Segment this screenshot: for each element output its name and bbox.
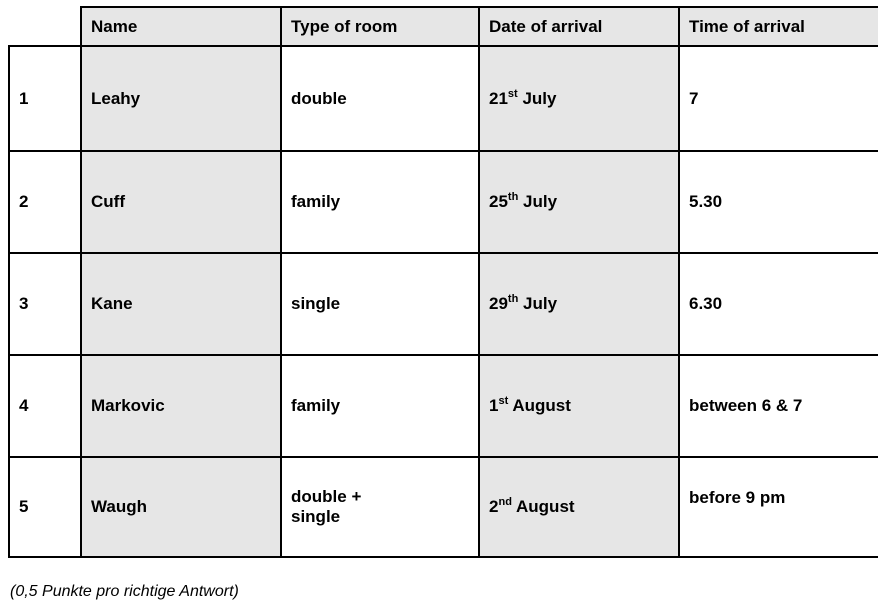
- guest-name: Markovic: [91, 396, 165, 415]
- scoring-note: (0,5 Punkte pro richtige Antwort): [10, 583, 239, 600]
- arrival-date: 21st July: [489, 87, 557, 108]
- header-date-of-arrival: Date of arrival: [489, 16, 603, 36]
- table-border: [478, 6, 480, 558]
- guest-name: Cuff: [91, 192, 125, 211]
- row-number: 1: [19, 88, 29, 108]
- arrival-time: 6.30: [689, 294, 723, 313]
- row-number: 3: [19, 294, 29, 313]
- header-time-of-arrival: Time of arrival: [689, 16, 805, 36]
- room-type-line-1: double +: [291, 487, 362, 506]
- row-number: 5: [19, 497, 29, 516]
- table-border: [80, 6, 878, 8]
- room-type: single: [291, 294, 341, 313]
- table-border: [8, 45, 878, 47]
- arrival-time: 7: [689, 88, 699, 108]
- arrival-date: 1st August: [489, 395, 571, 415]
- room-type-line-2: single: [291, 507, 341, 526]
- table-border: [678, 6, 680, 558]
- header-name: Name: [91, 16, 138, 36]
- room-type: double: [291, 88, 347, 108]
- table-border: [8, 252, 878, 254]
- room-type: family: [291, 396, 341, 415]
- arrival-date: 29th July: [489, 293, 558, 313]
- guest-name: Waugh: [91, 497, 148, 516]
- guest-name: Kane: [91, 294, 133, 313]
- table-border: [80, 6, 82, 558]
- header-type-of-room: Type of room: [291, 16, 398, 36]
- row-number: 4: [19, 396, 29, 415]
- arrival-date: 2nd August: [489, 496, 575, 516]
- table-border: [8, 150, 878, 152]
- guest-name: Leahy: [91, 88, 141, 108]
- table-border: [280, 6, 282, 558]
- row-number: 2: [19, 192, 29, 211]
- table-border: [8, 45, 10, 558]
- table-border: [8, 354, 878, 356]
- room-type: family: [291, 192, 341, 211]
- table-border: [8, 456, 878, 458]
- table-border: [8, 556, 878, 558]
- room-type: [281, 457, 479, 557]
- arrival-time: before 9 pm: [689, 488, 786, 507]
- arrival-time: 5.30: [689, 192, 723, 211]
- arrival-date: 25th July: [489, 191, 558, 211]
- arrival-time: between 6 & 7: [689, 396, 803, 415]
